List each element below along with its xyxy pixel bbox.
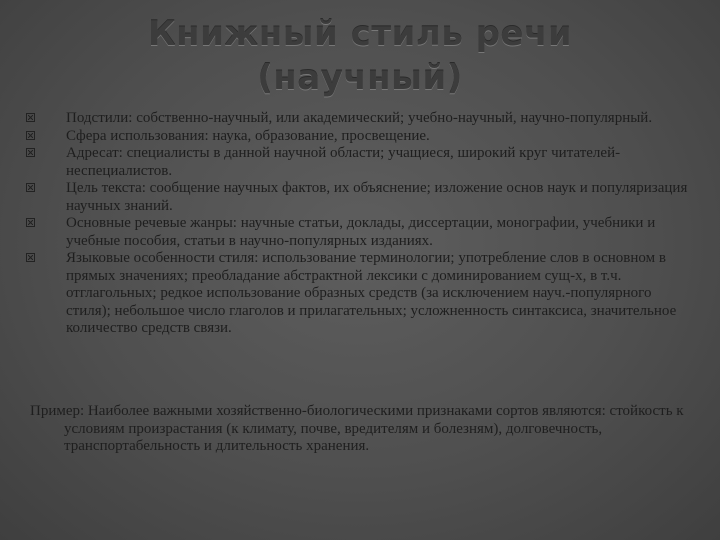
bullet-text: Основные речевые жанры: научные статьи, доклады, диссертации, монографии, учебники и учебные пособия, статьи в научно-популярных изданиях. [66, 215, 656, 249]
bullet-item-addressee [0, 145, 720, 180]
bullet-text: Цель текста: сообщение научных фактов, их объяснение; изложение основ наук и популяризация научных знаний. [66, 180, 688, 214]
checkbox-bullet-icon [26, 183, 35, 192]
checkbox-bullet-icon [26, 113, 35, 122]
checkbox-bullet-icon [26, 218, 35, 227]
bullet-text: Языковые особенности стиля: использование терминологии; употребление слов в основном в прямых значениях; преобладание абстрактной лексики с доминированием сущ-х, в т.ч. отглагольных; редкое использование образных средств (за исключением науч.-популярного стиля); небольшое число глаголов и прилагательных; усложненность синтаксиса, значительное количество средств связи. [66, 250, 677, 336]
checkbox-bullet-icon [26, 131, 35, 140]
bullet-text: Адресат: специалисты в данной научной области; учащиеся, широкий круг читателей-неспециалистов. [66, 145, 621, 179]
checkbox-bullet-icon [26, 253, 35, 262]
bullet-item-substyles [0, 110, 720, 128]
slide-title [100, 12, 620, 100]
bullet-item-goal [0, 180, 720, 215]
bullet-item-features [0, 250, 720, 338]
bullet-text: Сфера использования: наука, образование, просвещение. [66, 127, 430, 144]
bullet-item-genres [0, 215, 720, 250]
bullet-list [0, 110, 720, 338]
title-line-1: Книжный стиль речи [147, 14, 573, 54]
example-paragraph: Пример: Наиболее важными хозяйственно-биологическими признаками сортов являются: стойкость к условиям произрастания (к климату, почве, вредителям и болезням), долговечность, транспортабельность и длительность хранения. [30, 403, 684, 454]
title-line-2: (научный) [257, 58, 463, 98]
bullet-text: Подстили: собственно-научный, или академический; учебно-научный, научно-популярный. [66, 110, 653, 126]
checkbox-bullet-icon [26, 148, 35, 157]
bullet-item-sphere [0, 128, 720, 146]
